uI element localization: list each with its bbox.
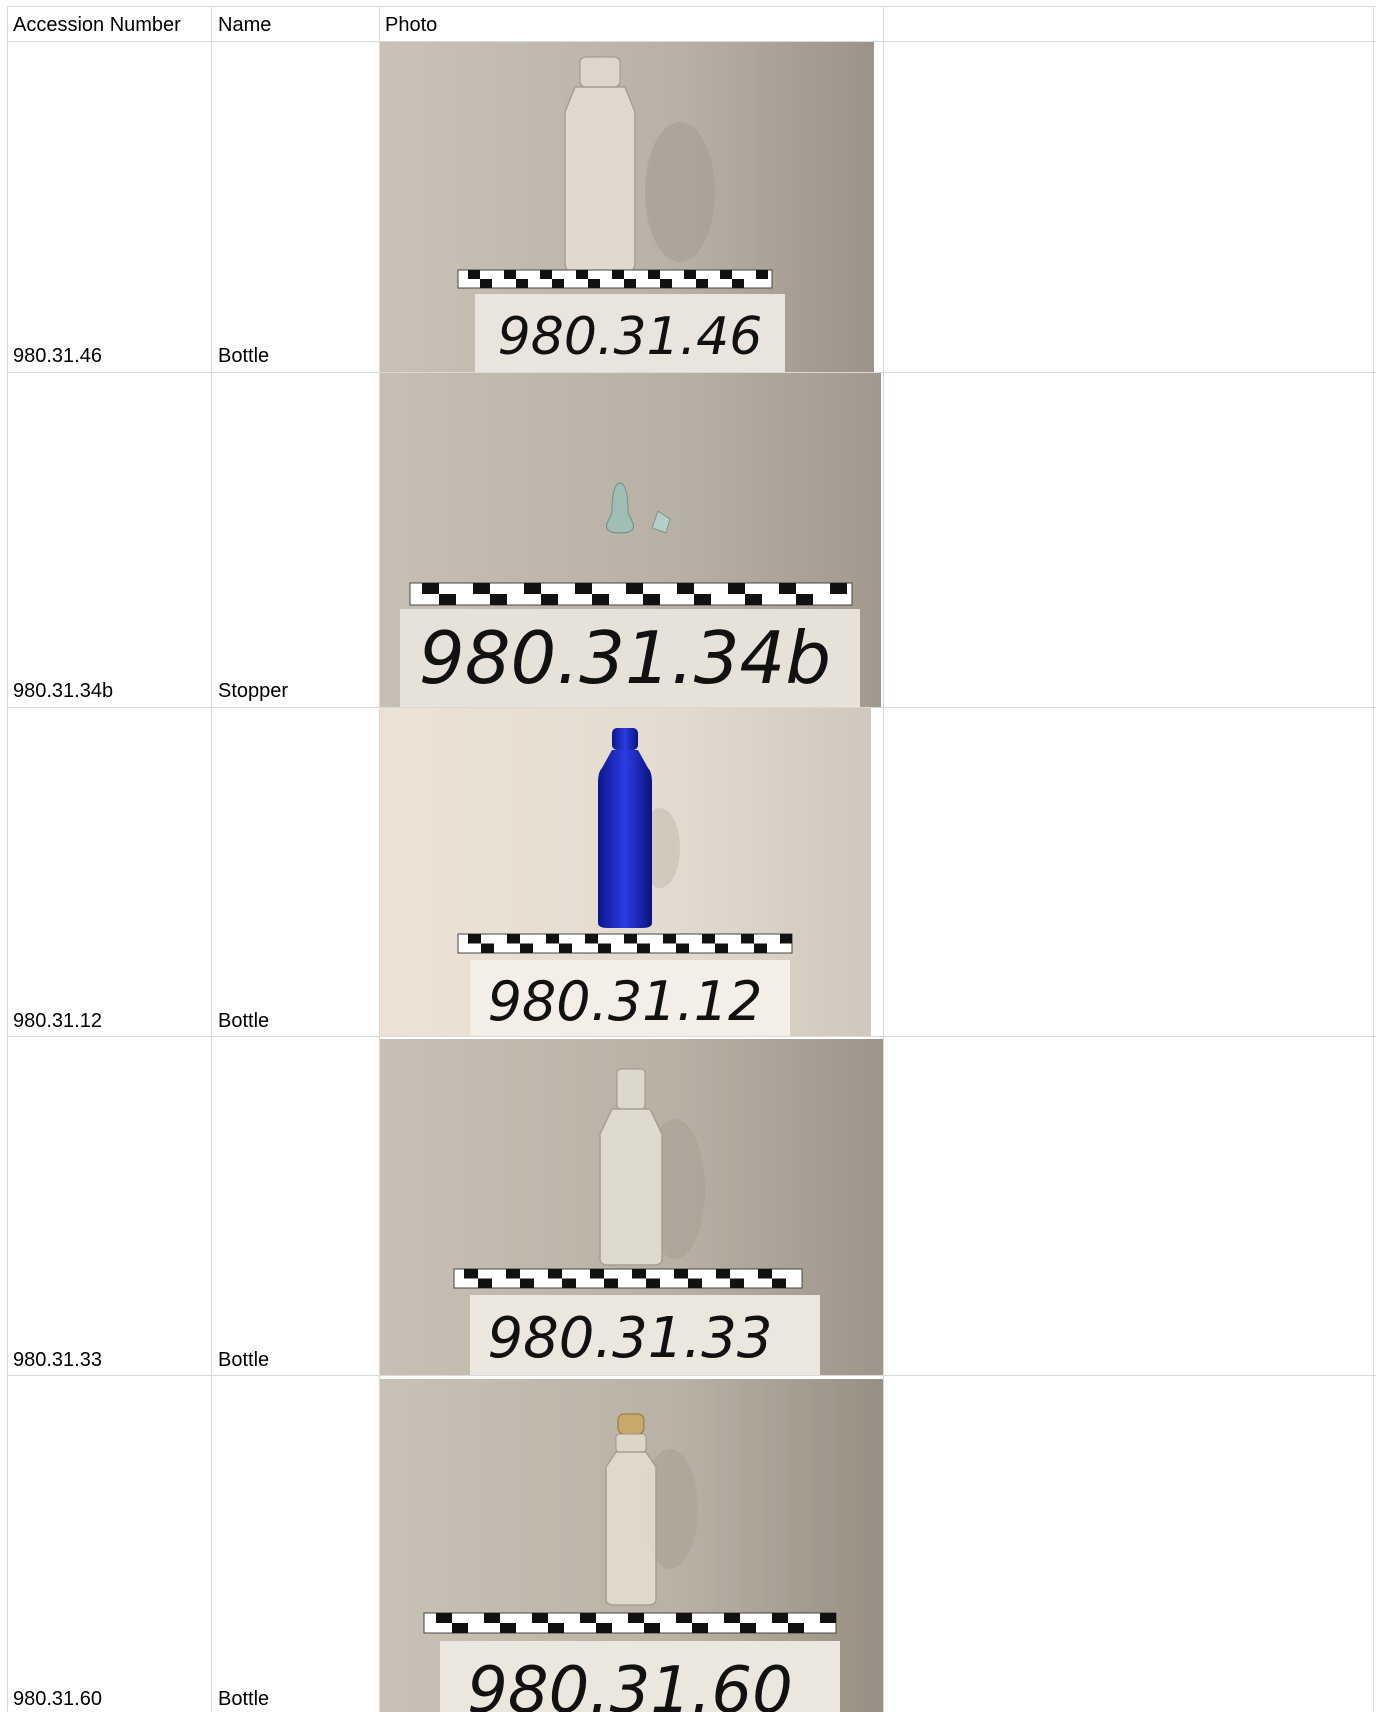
grid-line <box>7 6 8 1712</box>
photo-label: 980.31.46 <box>497 307 763 367</box>
object-photo[interactable] <box>380 42 874 372</box>
bottle-photo <box>380 42 874 372</box>
corked-bottle-photo <box>380 1379 883 1712</box>
bottle-photo <box>380 1039 883 1375</box>
stopper-photo <box>380 373 881 707</box>
header-photo[interactable]: Photo <box>385 14 438 36</box>
name-cell[interactable]: Bottle <box>218 1010 270 1032</box>
photo-label: 980.31.34b <box>418 616 832 700</box>
name-cell[interactable]: Bottle <box>218 1688 270 1710</box>
grid-line <box>7 6 1376 7</box>
object-photo[interactable] <box>380 1039 883 1375</box>
header-name[interactable]: Name <box>218 14 272 36</box>
photo-label: 980.31.60 <box>467 1654 793 1712</box>
object-photo[interactable] <box>380 373 881 707</box>
photo-label: 980.31.33 <box>487 1306 773 1371</box>
grid-line <box>211 6 212 1712</box>
name-cell[interactable]: Stopper <box>218 680 289 702</box>
accession-number-cell[interactable]: 980.31.33 <box>13 1349 102 1371</box>
object-photo[interactable] <box>380 708 871 1036</box>
header-accession-number[interactable]: Accession Number <box>13 14 181 36</box>
grid-line <box>1373 6 1374 1712</box>
name-cell[interactable]: Bottle <box>218 1349 270 1371</box>
accession-number-cell[interactable]: 980.31.46 <box>13 345 102 367</box>
photo-label: 980.31.12 <box>487 970 763 1033</box>
grid-line <box>7 1036 1376 1037</box>
accession-number-cell[interactable]: 980.31.60 <box>13 1688 102 1710</box>
object-photo[interactable] <box>380 1379 883 1712</box>
grid-line <box>7 1375 1376 1376</box>
cobalt-bottle-photo <box>380 708 871 1036</box>
grid-line <box>883 6 884 1712</box>
accession-number-cell[interactable]: 980.31.12 <box>13 1010 102 1032</box>
accession-number-cell[interactable]: 980.31.34b <box>13 680 114 702</box>
name-cell[interactable]: Bottle <box>218 345 270 367</box>
